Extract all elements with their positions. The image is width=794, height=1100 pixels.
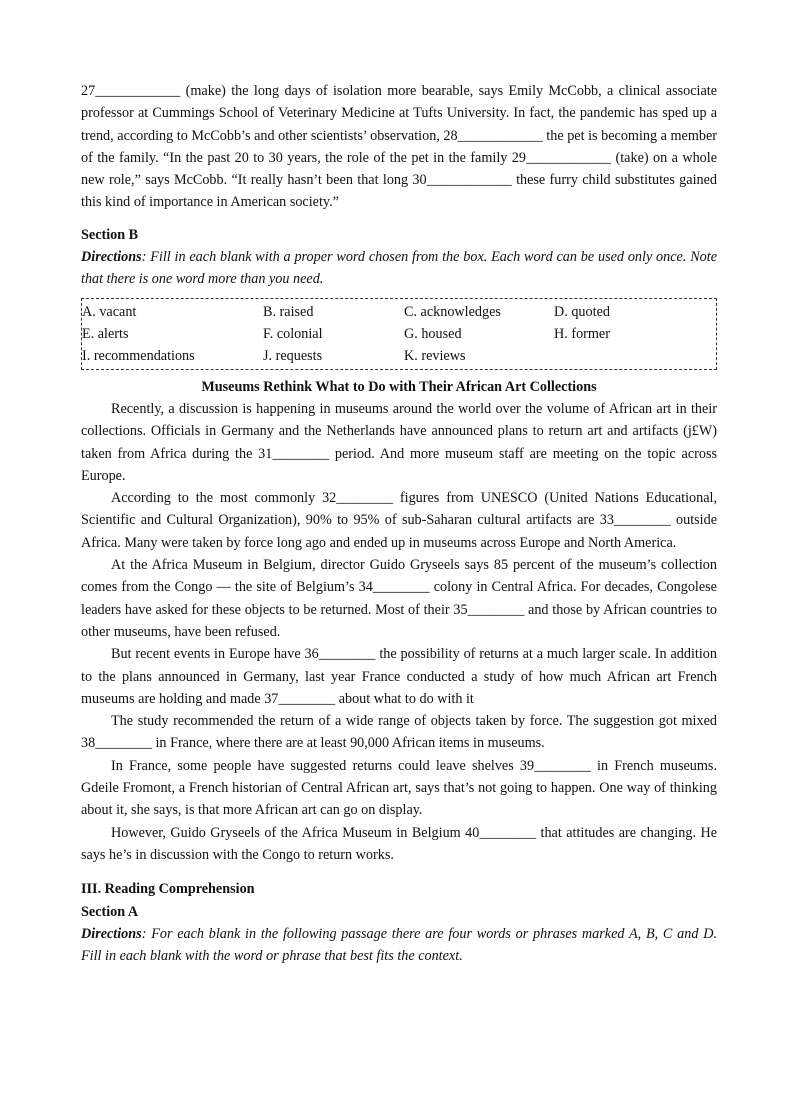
directions-text: : For each blank in the following passage there are four words or phrases marked A, B, C and D. Fill in each blank with the word or phrase that best fits the context. <box>81 925 717 965</box>
word-option: I. recommendations <box>82 347 195 364</box>
section-a-directions <box>81 923 717 968</box>
word-option: F. colonial <box>263 325 323 342</box>
directions-text: : Fill in each blank with a proper word chosen from the box. Each word can be used only once. Note that there is one word more than you need. <box>81 249 717 288</box>
directions-lead: Directions <box>81 249 142 266</box>
word-box <box>81 298 717 370</box>
word-box-row <box>82 345 716 367</box>
word-option: D. quoted <box>554 303 610 320</box>
exam-page <box>81 80 717 967</box>
directions-lead: Directions <box>81 925 142 942</box>
part-three-heading: III. Reading Comprehension <box>81 881 255 898</box>
word-option: C. acknowledges <box>404 303 501 320</box>
article-paragraph: At the Africa Museum in Belgium, director Guido Gryseels says 85 percent of the museum’s collection comes from the Congo — the site of Belgium’s 34________ colony in Central Africa. For decades, Congolese leaders have asked for these objects to be returned. Most of their 35________ and those by African countries to other museums, have been refused. <box>81 557 717 640</box>
article-paragraph: The study recommended the return of a wide range of objects taken by force. The suggestion got mixed 38________ in France, where there are at least 90,000 African items in museums. <box>81 713 717 752</box>
section-a-label: Section A <box>81 903 139 920</box>
word-option: G. housed <box>404 325 462 342</box>
article-paragraph: According to the most commonly 32________ figures from UNESCO (United Nations Educational, Scientific and Cultural Organization), 90% to 95% of sub-Saharan cultural artifacts are 33________ outside Africa. Many were taken by force long ago and ended up in museums across Europe and North America. <box>81 490 717 551</box>
word-box-row <box>82 323 716 345</box>
word-option: H. former <box>554 325 610 342</box>
section-b-label: Section B <box>81 226 139 243</box>
word-option: A. vacant <box>82 303 137 320</box>
article-paragraph: In France, some people have suggested returns could leave shelves 39________ in French museums. Gdeile Fromont, a French historian of Central African art, says that’s not going to happen. One way of thinking about it, she says, is that more African art can go on display. <box>81 757 717 819</box>
article-title: Museums Rethink What to Do with Their African Art Collections <box>201 378 597 395</box>
section-b-directions <box>81 246 717 291</box>
article-paragraph: Recently, a discussion is happening in museums around the world over the volume of African art in their collections. Officials in Germany and the Netherlands have announced plans to return art and artifacts (j£W) taken from Africa during the 31________ period. And more museum staff are meeting on the topic across Europe. <box>81 400 717 484</box>
word-option: B. raised <box>263 303 314 320</box>
article-paragraph: But recent events in Europe have 36________ the possibility of returns at a much larger scale. In addition to the plans announced in Germany, last year France conducted a study of how much African art French museums are holding and made 37________ about what to do with it <box>81 646 717 707</box>
word-option: J. requests <box>263 347 323 364</box>
word-option: E. alerts <box>82 325 129 342</box>
word-option: K. reviews <box>404 347 466 364</box>
article-paragraph: However, Guido Gryseels of the Africa Museum in Belgium 40________ that attitudes are changing. He says he’s in discussion with the Congo to return works. <box>81 824 717 863</box>
word-box-row <box>82 301 716 323</box>
intro-paragraph: 27____________ (make) the long days of isolation more bearable, says Emily McCobb, a clinical associate professor at Cummings School of Veterinary Medicine at Tufts University. In fact, the pandemic has sped up a trend, according to McCobb’s and other scientists’ observation, 28____________ the pet is becoming a member of the family. “In the past 20 to 30 years, the role of the pet in the family 29____________ (take) on a whole new role,” says McCobb. “It really hasn’t been that long 30____________ these furry child substitutes gained this kind of importance in American society.” <box>81 83 717 211</box>
